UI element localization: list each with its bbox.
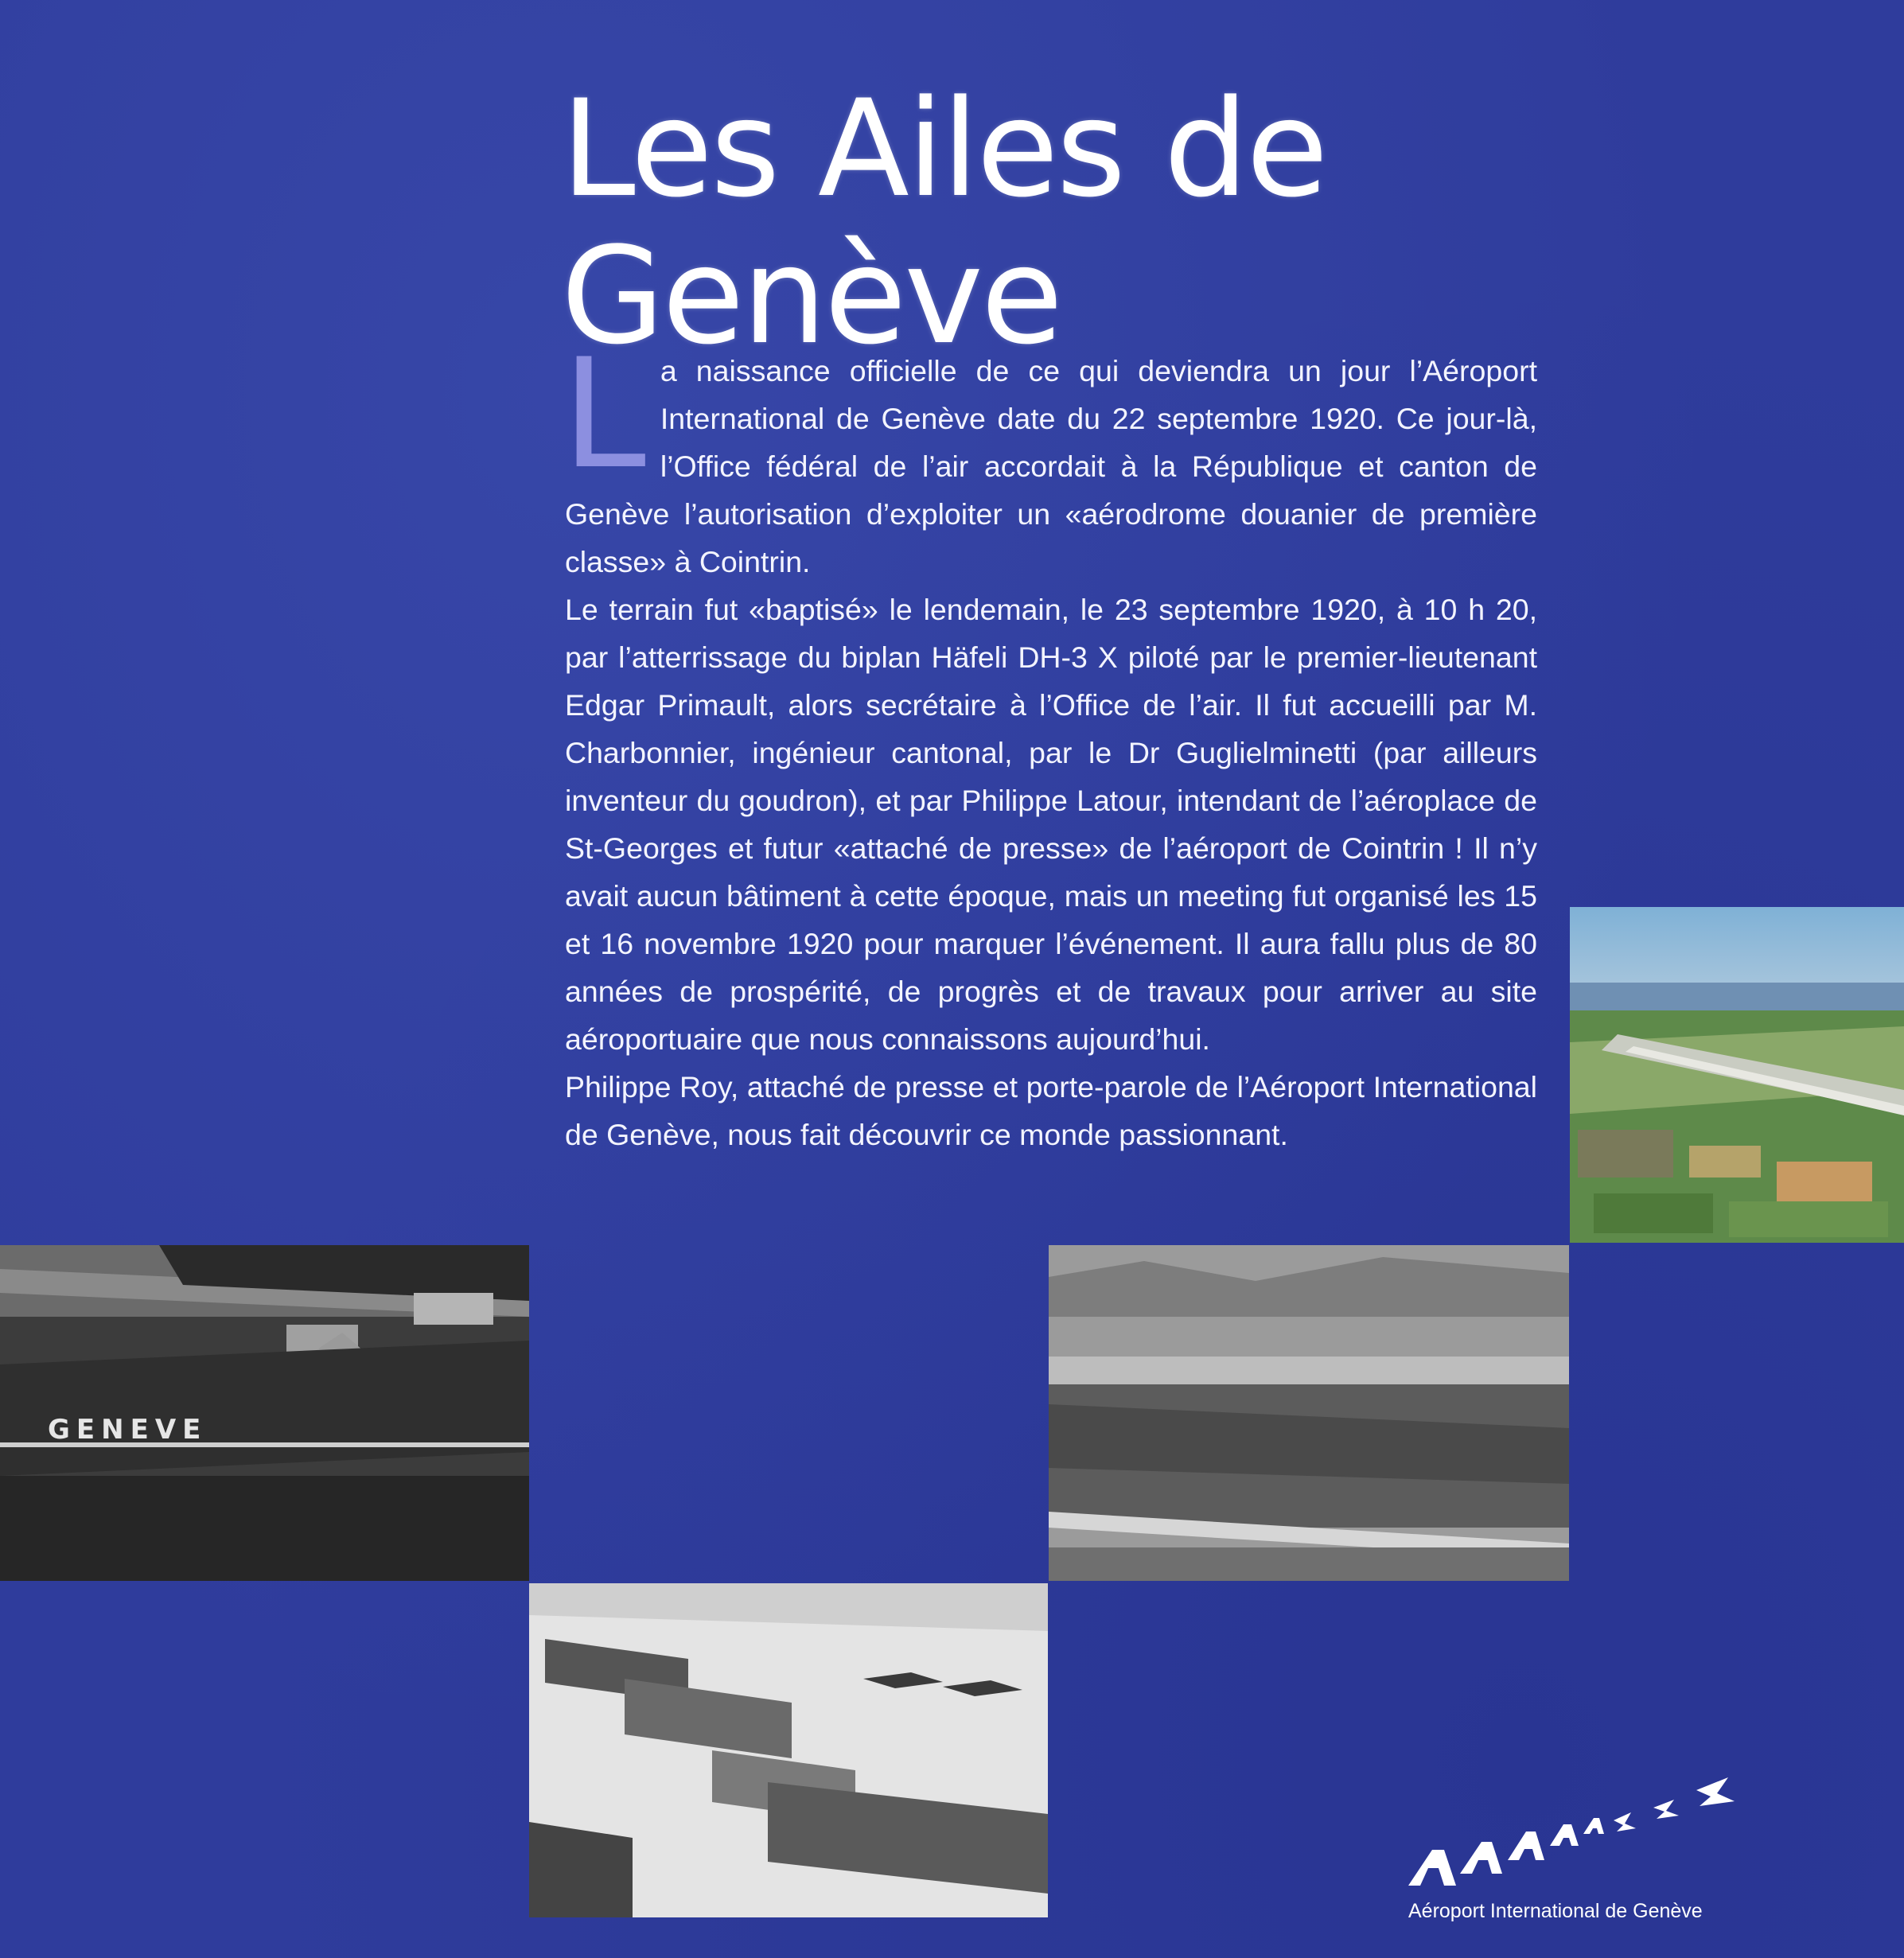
paragraph-3: Philippe Roy, attaché de presse et porte-parole de l’Aéroport International de Genève, nous fait découvrir ce monde passionnant. <box>565 1070 1537 1151</box>
logo-text: Aéroport International de Genève <box>1408 1900 1703 1922</box>
drop-cap: L <box>562 326 646 502</box>
field-lettering: GENEVE <box>48 1414 208 1446</box>
photo-geneva-aerial <box>1049 1245 1569 1581</box>
aircraft-formation-logo-icon <box>1400 1766 1774 1902</box>
paragraph-1-text: a naissance officielle de ce qui deviendra un jour l’Aéroport International de Genève date du 22 septembre 1920. Ce jour-là, l’Office fédéral de l’air accordait à la République et canton de Genève l’autorisation d’exploiter un «aérodrome douanier de première classe» à Cointrin. <box>565 354 1537 578</box>
paragraph-2: Le terrain fut «baptisé» le lendemain, le 23 septembre 1920, à 10 h 20, par l’atterrissage du biplan Häfeli DH-3 X piloté par le premier-lieutenant Edgar Primault, alors secrétaire à l’Office de l’air. Il fut accueilli par M. Charbonnier, ingénieur cantonal, par le Dr Guglielminetti (par ailleurs inventeur du goudron), et par Philippe Latour, intendant de l’aéroplace de St-Georges et futur «attaché de presse» de l’aéroport de Cointrin ! Il n’y avait aucun bâtiment à cette époque, mais un meeting fut organisé les 15 et 16 novembre 1920 pour marquer l’événement. Il aura fallu plus de 80 années de prospérité, de progrès et de travaux pour arriver au site aéroportuaire que nous connaissons aujourd’hui. <box>565 593 1537 1056</box>
intro-text <box>562 326 1537 1158</box>
page-title: Les Ailes de Genève <box>561 71 1326 374</box>
photo-terminal <box>529 1583 1048 1917</box>
photo-aerial-color <box>1570 907 1904 1243</box>
airport-logo <box>1400 1766 1774 1925</box>
photo-geneve-field <box>0 1245 529 1581</box>
paragraph-1 <box>562 326 1537 586</box>
